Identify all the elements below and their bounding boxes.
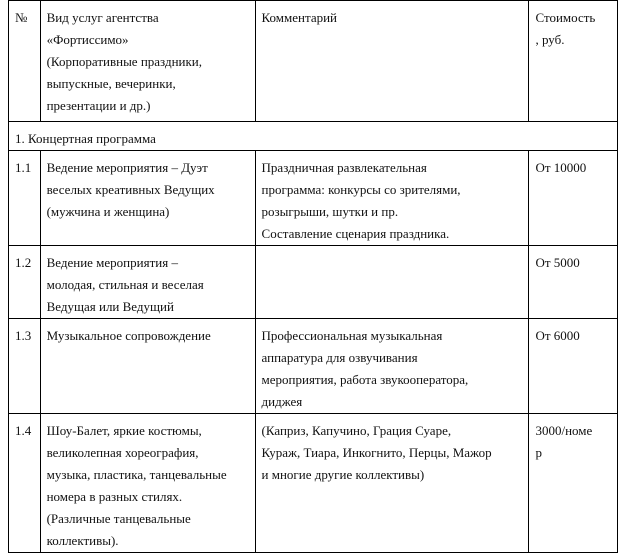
row-num: 1.3 [9,319,41,414]
row-comment-cell [255,319,529,414]
table-row [9,319,618,414]
service-line: Шоу-Балет, яркие костюмы, [46,423,202,438]
comment-line: Составление сценария праздника. [261,226,450,241]
row-comment-cell [255,246,529,319]
service-line: веселых креативных Ведущих [46,182,215,197]
comment-line: мероприятия, работа звукооператора, [261,372,469,387]
table-header-row [9,1,618,122]
service-line: Ведение мероприятия – Дуэт [46,160,208,175]
header-service-line: презентации и др.) [46,98,151,113]
section-row [9,122,618,151]
service-line: молодая, стильная и веселая [46,277,204,292]
row-price-cell [529,414,618,553]
price-document [8,0,618,553]
service-line: номера в разных стилях. [46,489,183,504]
table-row [9,151,618,246]
header-price-cell [529,1,618,122]
comment-line: и многие другие коллективы) [261,467,425,482]
header-price-line: , руб. [535,32,565,47]
row-comment-cell [255,151,529,246]
section-title: 1. Концертная программа [9,122,618,151]
comment-line: Праздничная развлекательная [261,160,427,175]
header-price-line: Стоимость [535,10,596,25]
service-line: великолепная хореография, [46,445,199,460]
price-line: р [535,445,542,460]
header-num-cell [9,1,41,122]
row-service-cell [40,319,255,414]
header-service-line: (Корпоративные праздники, [46,54,203,69]
row-num: 1.4 [9,414,41,553]
table-row [9,246,618,319]
service-line: Ведение мероприятия – [46,255,178,270]
header-comment: Комментарий [261,10,338,25]
service-line: музыка, пластика, танцевальные [46,467,227,482]
table-row [9,414,618,553]
header-service-cell [40,1,255,122]
price-line: 3000/номе [535,423,593,438]
row-service-cell [40,414,255,553]
comment-line: розыгрыши, шутки и пр. [261,204,399,219]
comment-line: Кураж, Тиара, Инкогнито, Перцы, Мажор [261,445,492,460]
header-service-line: «Фортиссимо» [46,32,129,47]
header-service-line: Вид услуг агентства [46,10,159,25]
service-line: коллективы). [46,533,119,548]
service-line: Музыкальное сопровождение [46,328,211,343]
services-price-table [8,0,618,553]
service-line: (Различные танцевальные [46,511,191,526]
row-price: От 5000 [529,246,618,319]
header-num: № [15,10,28,25]
service-line: Ведущая или Ведущий [46,299,174,314]
row-price: От 10000 [529,151,618,246]
header-comment-cell [255,1,529,122]
comment-line: Профессиональная музыкальная [261,328,443,343]
row-service-cell [40,246,255,319]
row-num: 1.2 [9,246,41,319]
service-line: (мужчина и женщина) [46,204,170,219]
comment-line: аппаратура для озвучивания [261,350,418,365]
row-price: От 6000 [529,319,618,414]
comment-line: программа: конкурсы со зрителями, [261,182,461,197]
header-service-line: выпускные, вечеринки, [46,76,176,91]
row-num: 1.1 [9,151,41,246]
comment-line: (Каприз, Капучино, Грация Суаре, [261,423,452,438]
row-comment-cell [255,414,529,553]
comment-line: диджея [261,394,303,409]
row-service-cell [40,151,255,246]
